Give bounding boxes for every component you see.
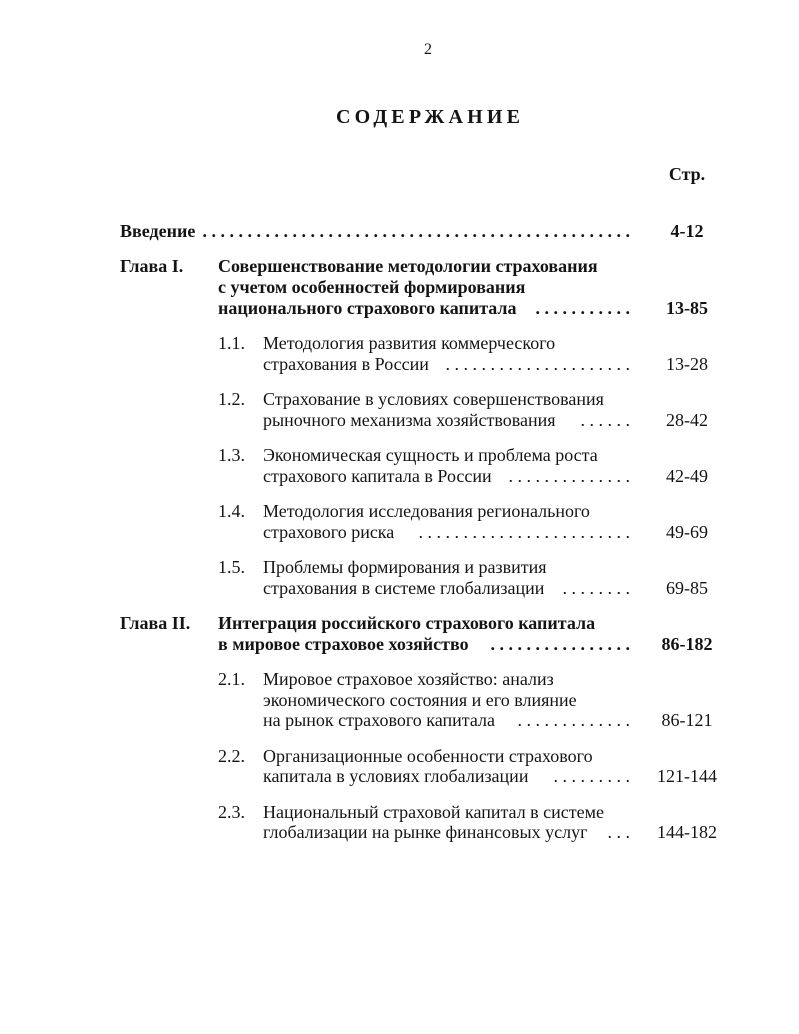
section-title-line (263, 354, 630, 375)
section-title (263, 333, 630, 375)
section-title-line: Экономическая сущность и проблема роста (263, 444, 598, 465)
toc-entry-section-1-1 (0, 333, 799, 375)
introduction-title (120, 221, 630, 242)
section-title-line: Проблемы формирования и развития (263, 556, 547, 577)
dot-leader: . . . . . . . . . . . . . . (508, 465, 630, 486)
toc-entry-section-1-3 (0, 445, 799, 487)
toc-entry-section-1-5 (0, 557, 799, 599)
dot-leader: . . . (607, 822, 630, 843)
chapter-title-line (218, 634, 630, 655)
chapter-title-line: с учетом особенностей формирования (218, 276, 526, 297)
introduction-line (120, 221, 630, 242)
toc-title: СОДЕРЖАНИЕ (335, 106, 525, 128)
dot-leader: . . . . . . . . (562, 577, 630, 598)
section-title-text: страхового капитала в России (263, 465, 492, 486)
section-title-line (263, 822, 630, 843)
dot-leader: . . . . . . . . . . . (535, 297, 630, 318)
section-pages: 28-42 (666, 409, 708, 430)
chapter-title-line: Интеграция российского страхового капитала (218, 612, 596, 633)
dot-leader: . . . . . . . . . . . . . . . . . . . . . . . . (418, 521, 630, 542)
chapter-title (218, 256, 630, 318)
section-title-text: рыночного механизма хозяйствования (263, 409, 556, 430)
section-title-line: Мировое страховое хозяйство: анализ (263, 668, 554, 689)
section-title-text: на рынок страхового капитала (263, 710, 495, 731)
dot-leader: . . . . . . . . . . . . . . . . . . . . . . . . . . . . . . . . . . . . . . . . . . . . . . . . (202, 221, 630, 241)
dot-leader: . . . . . . . . . (553, 766, 630, 787)
section-pages: 144-182 (657, 822, 717, 843)
toc-entry-section-1-2 (0, 389, 799, 431)
section-title-line: Методология развития коммерческого (263, 332, 556, 353)
section-number: 2.1. (218, 668, 245, 689)
section-title-line (263, 766, 630, 787)
introduction-label: Введение (120, 221, 196, 241)
introduction-pages: 4-12 (670, 221, 704, 241)
toc-entry-chapter-2 (0, 613, 799, 655)
section-title-line: экономического состояния и его влияние (263, 689, 577, 710)
table-of-contents (0, 221, 799, 843)
chapter-title-line (218, 298, 630, 319)
chapter-label: Глава II. (120, 612, 191, 633)
section-pages: 42-49 (666, 465, 708, 486)
section-title-text: капитала в условиях глобализации (263, 766, 529, 787)
section-title (263, 445, 630, 487)
chapter-title (218, 613, 630, 655)
chapter-pages: 86-182 (661, 633, 713, 654)
dot-leader: . . . . . . . . . . . . . (517, 710, 630, 731)
section-title (263, 389, 630, 431)
section-title-text: страхового риска (263, 521, 395, 542)
section-title-line (263, 578, 630, 599)
toc-entry-section-2-2 (0, 746, 799, 788)
section-pages: 69-85 (666, 577, 708, 598)
section-pages: 49-69 (666, 521, 708, 542)
chapter-title-line: Совершенствование методологии страхования (218, 256, 598, 277)
section-pages: 121-144 (657, 766, 717, 787)
section-pages: 86-121 (661, 710, 713, 731)
section-number: 1.4. (218, 500, 245, 521)
section-number: 1.3. (218, 444, 245, 465)
section-title-line (263, 466, 630, 487)
section-title (263, 669, 630, 731)
section-number: 1.5. (218, 556, 245, 577)
toc-entry-introduction (0, 221, 799, 242)
section-title-line: Методология исследования регионального (263, 500, 590, 521)
section-title-line: Национальный страховой капитал в системе (263, 801, 605, 822)
toc-entry-section-2-3 (0, 802, 799, 844)
section-title (263, 802, 630, 844)
chapter-pages: 13-85 (666, 297, 708, 318)
section-title-line: Страхование в условиях совершенствования (263, 388, 604, 409)
dot-leader: . . . . . . (580, 409, 630, 430)
section-title-line (263, 522, 630, 543)
chapter-label: Глава I. (120, 256, 184, 277)
toc-entry-chapter-1 (0, 256, 799, 318)
chapter-title-text: национального страхового капитала (218, 297, 517, 318)
section-title (263, 557, 630, 599)
section-number: 2.2. (218, 745, 245, 766)
dot-leader: . . . . . . . . . . . . . . . . . . . . . (445, 353, 630, 374)
section-title-line (263, 710, 630, 731)
section-number: 2.3. (218, 801, 245, 822)
section-number: 1.1. (218, 332, 245, 353)
section-title-line: Организационные особенности страхового (263, 745, 593, 766)
toc-entry-section-1-4 (0, 501, 799, 543)
section-number: 1.2. (218, 388, 245, 409)
section-title-text: страхования в системе глобализации (263, 577, 545, 598)
section-title (263, 501, 630, 543)
section-title-text: глобализации на рынке финансовых услуг (263, 822, 588, 843)
section-pages: 13-28 (666, 353, 708, 374)
section-title-text: страхования в России (263, 353, 429, 374)
pages-column-header: Стр. (668, 164, 706, 184)
toc-entry-section-2-1 (0, 669, 799, 731)
section-title (263, 746, 630, 788)
section-title-line (263, 410, 630, 431)
dot-leader: . . . . . . . . . . . . . . . . (490, 633, 630, 654)
page-number: 2 (424, 41, 432, 58)
chapter-title-text: в мировое страховое хозяйство (218, 633, 469, 654)
